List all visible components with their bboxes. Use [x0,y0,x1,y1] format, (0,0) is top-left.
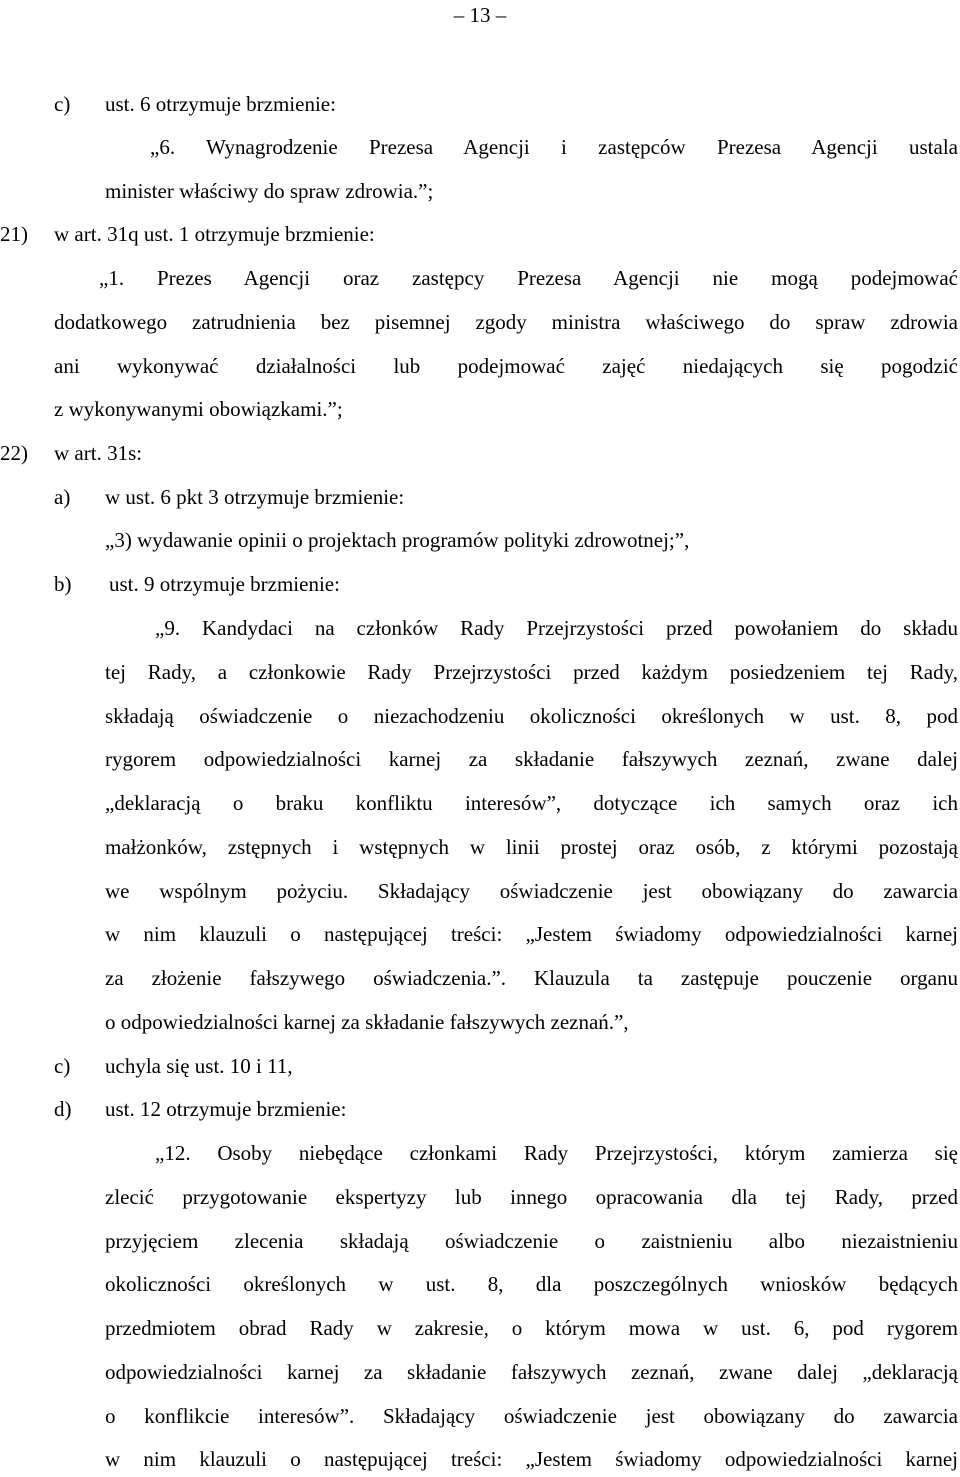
quote-12-line-3: przyjęciem zlecenia składają oświadczenie o zaistnieniu albo niezaistnieniu [105,1229,958,1253]
quote-12-line-1: „12. Osoby niebędące członkami Rady Przejrzystości, którym zamierza się [155,1141,958,1165]
quote-9-line-5: „deklaracją o braku konfliktu interesów”, dotyczące ich samych oraz ich [105,791,958,815]
item-a-marker: a) [54,485,71,509]
item-c-text: uchyla się ust. 10 i 11, [105,1054,293,1078]
quote-9-line-4: rygorem odpowiedzialności karnej za składanie fałszywych zeznań, zwane dalej [105,747,958,771]
item-21-text: w art. 31q ust. 1 otrzymuje brzmienie: [54,222,375,246]
item-21-marker: 21) [0,222,28,246]
quote-9-line-10: o odpowiedzialności karnej za składanie fałszywych zeznań.”, [105,1010,629,1034]
quote-12-line-4: okoliczności określonych w ust. 8, dla poszczególnych wniosków będących [105,1272,958,1296]
quote-1-line-3: ani wykonywać działalności lub podejmować zajęć niedających się pogodzić [54,354,958,378]
item-b-marker: b) [54,572,72,596]
page-number: – 13 – [453,3,507,27]
quote-1-line-1: „1. Prezes Agencji oraz zastępcy Prezesa Agencji nie mogą podejmować [99,266,958,290]
item-b-text: ust. 9 otrzymuje brzmienie: [109,572,340,596]
quote-9-line-9: za złożenie fałszywego oświadczenia.”. Klauzula ta zastępuje pouczenie organu [105,966,958,990]
quote-12-line-5: przedmiotem obrad Rady w zakresie, o którym mowa w ust. 6, pod rygorem [105,1316,958,1340]
item-22-text: w art. 31s: [54,441,143,465]
item-d-text: ust. 12 otrzymuje brzmienie: [105,1097,347,1121]
quote-9-line-7: we wspólnym pożyciu. Składający oświadczenie jest obowiązany do zawarcia [105,879,958,903]
quote-9-line-2: tej Rady, a członkowie Rady Przejrzystości przed każdym posiedzeniem tej Rady, [105,660,958,684]
quote-9-line-3: składają oświadczenie o niezachodzeniu okoliczności określonych w ust. 8, pod [105,704,958,728]
item-c-marker: c) [54,1054,71,1078]
quote-12-line-7: o konflikcie interesów”. Składający oświadczenie jest obowiązany do zawarcia [105,1404,958,1428]
quote-9-line-8: w nim klauzuli o następującej treści: „Jestem świadomy odpowiedzialności karnej [105,922,958,946]
quote-12-line-6: odpowiedzialności karnej za składanie fałszywych zeznań, zwane dalej „deklaracją [105,1360,958,1384]
item-a-text: w ust. 6 pkt 3 otrzymuje brzmienie: [105,485,405,509]
quote-1-line-2: dodatkowego zatrudnienia bez pisemnej zgody ministra właściwego do spraw zdrowia [54,310,958,334]
quote-9-line-1: „9. Kandydaci na członków Rady Przejrzystości przed powołaniem do składu [155,616,958,640]
item-d-marker: d) [54,1097,72,1121]
quote-3-line-1: „3) wydawanie opinii o projektach programów polityki zdrowotnej;”, [105,528,690,552]
quote-1-line-4: z wykonywanymi obowiązkami.”; [54,397,343,421]
quote-9-line-6: małżonków, zstępnych i wstępnych w linii prostej oraz osób, z którymi pozostają [105,835,958,859]
quote-12-line-2: zlecić przygotowanie ekspertyzy lub innego opracowania dla tej Rady, przed [105,1185,958,1209]
item-22-marker: 22) [0,441,28,465]
quote-12-line-8: w nim klauzuli o następującej treści: „Jestem świadomy odpowiedzialności karnej [105,1447,958,1471]
quote-6-line-2: minister właściwy do spraw zdrowia.”; [105,179,434,203]
item-c-top-marker: c) [54,92,71,116]
item-c-top-text: ust. 6 otrzymuje brzmienie: [105,92,336,116]
quote-6-line-1: „6. Wynagrodzenie Prezesa Agencji i zastępców Prezesa Agencji ustala [150,135,958,159]
